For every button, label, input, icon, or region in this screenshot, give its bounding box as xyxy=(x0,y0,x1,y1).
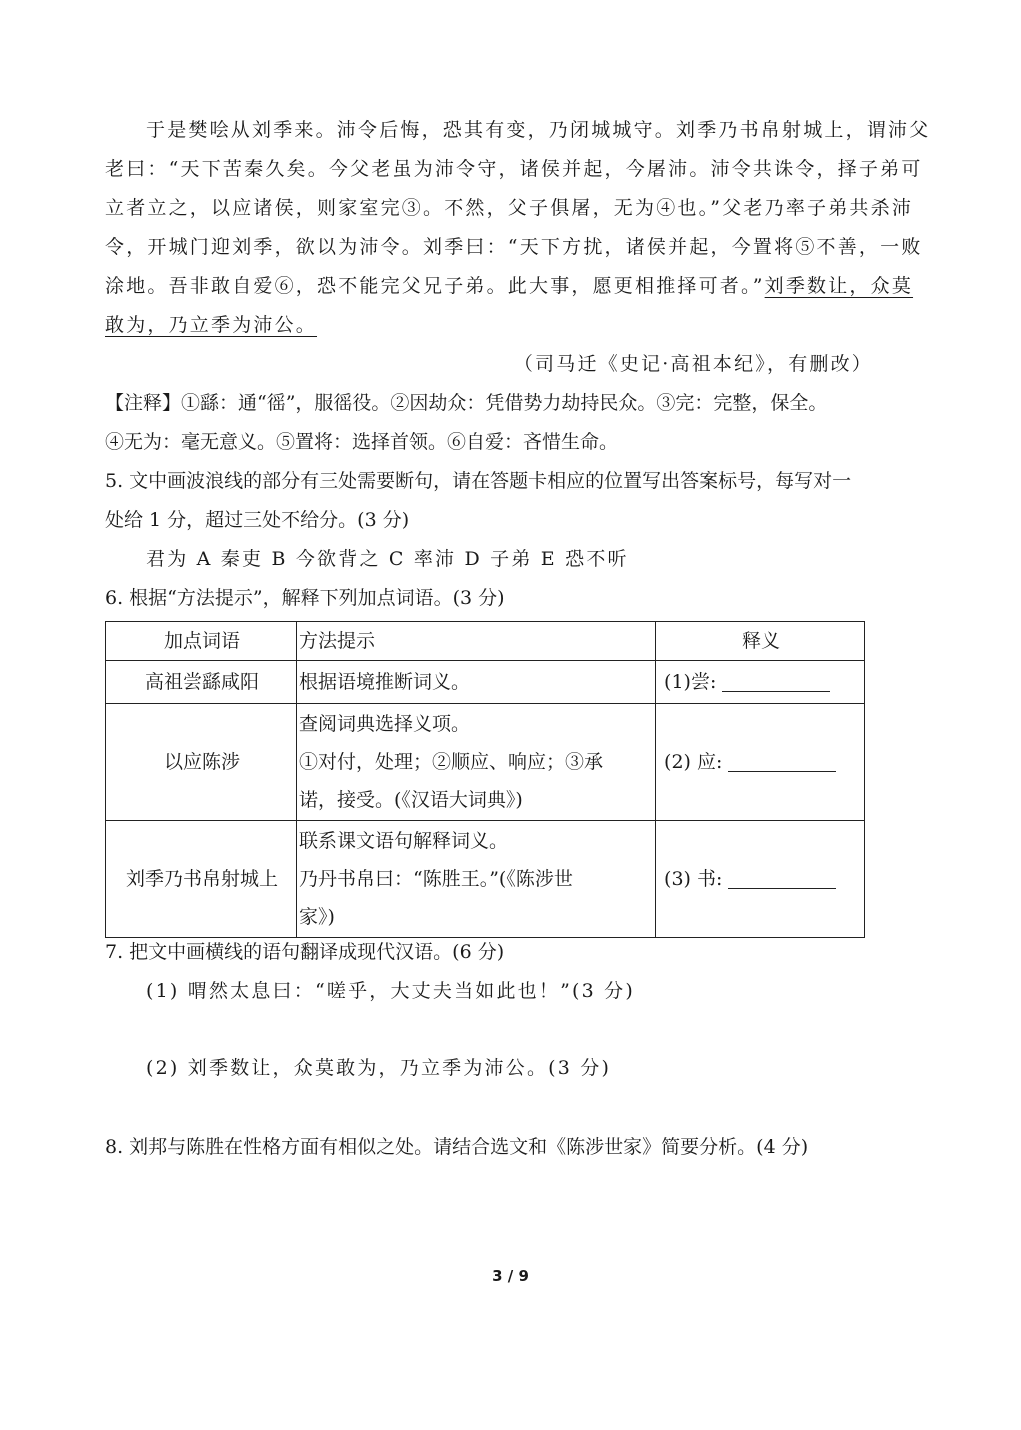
q6-table xyxy=(105,621,865,938)
passage-line-5-text: 涂地。吾非敢自爱⑥，恐不能完父兄子弟。此大事，愿更相推择可者。” xyxy=(105,275,765,297)
row3-hint xyxy=(297,821,656,938)
q5-line-2: 处给 1 分，超过三处不给分。(3 分) xyxy=(105,509,410,531)
table-row xyxy=(106,704,865,821)
row3-word: 刘季乃书帛射城上 xyxy=(106,821,297,938)
page-number: 3 / 9 xyxy=(492,1267,529,1285)
row3-answer-label: (3) 书: xyxy=(664,868,723,890)
underlined-sentence-part-2: 敢为，乃立季为沛公。 xyxy=(105,314,318,336)
answer-blank[interactable] xyxy=(722,671,830,692)
passage-line-5 xyxy=(105,274,913,298)
row3-hint-1: 联系课文语句解释词义。 xyxy=(299,830,509,852)
q7-item-2: (2) 刘季数让，众莫敢为，乃立季为沛公。(3 分) xyxy=(146,1057,612,1079)
row3-answer xyxy=(656,821,865,938)
row2-hint-3: 诺，接受。(《汉语大词典》) xyxy=(299,789,523,811)
row1-answer xyxy=(656,661,865,704)
passage-line-3: 立者立之，以应诸侯，则家室完③。不然，父子俱屠，无为④也。”父老乃率子弟共杀沛 xyxy=(105,197,914,219)
row1-word: 高祖尝繇咸阳 xyxy=(106,661,297,704)
q6-title: 6. 根据“方法提示”，解释下列加点词语。(3 分) xyxy=(105,587,505,609)
q7-item-1: (1) 喟然太息曰：“嗟乎，大丈夫当如此也！”(3 分) xyxy=(146,980,635,1002)
header-word: 加点词语 xyxy=(106,622,297,661)
row2-hint-1: 查阅词典选择义项。 xyxy=(299,713,471,735)
table-header-row xyxy=(106,622,865,661)
passage-line-4: 令，开城门迎刘季，欲以为沛令。刘季曰：“天下方扰，诸侯并起，今置将⑤不善，一败 xyxy=(105,236,923,258)
row3-hint-3: 家》) xyxy=(299,906,335,928)
q5-line-1: 5. 文中画波浪线的部分有三处需要断句，请在答题卡相应的位置写出答案标号，每写对一 xyxy=(105,470,852,492)
underlined-sentence-part-1: 刘季数让，众莫 xyxy=(764,275,914,297)
q7-title: 7. 把文中画横线的语句翻译成现代汉语。(6 分) xyxy=(105,941,505,963)
passage-source: （司马迁《史记·高祖本纪》，有删改） xyxy=(513,353,873,375)
row2-hint xyxy=(297,704,656,821)
q5-sentence: 君为 A 秦吏 B 今欲背之 C 率沛 D 子弟 E 恐不听 xyxy=(146,548,629,570)
header-meaning: 释义 xyxy=(656,622,865,661)
notes-line-1: 【注释】①繇：通“徭”，服徭役。②因劫众：凭借势力劫持民众。③完：完整，保全。 xyxy=(105,392,828,414)
row2-answer xyxy=(656,704,865,821)
table-row xyxy=(106,821,865,938)
table-row xyxy=(106,661,865,704)
row3-hint-2: 乃丹书帛曰：“陈胜王。”(《陈涉世 xyxy=(299,868,573,890)
row2-word: 以应陈涉 xyxy=(106,704,297,821)
passage-line-1: 于是樊哙从刘季来。沛令后悔，恐其有变，乃闭城城守。刘季乃书帛射城上，谓沛父 xyxy=(146,119,931,141)
notes-line-2: ④无为：毫无意义。⑤置将：选择首领。⑥自爱：吝惜生命。 xyxy=(105,431,619,453)
row1-answer-label: (1)尝: xyxy=(664,671,717,693)
row1-hint: 根据语境推断词义。 xyxy=(297,661,656,704)
answer-blank[interactable] xyxy=(728,751,836,772)
answer-blank[interactable] xyxy=(728,868,836,889)
header-hint: 方法提示 xyxy=(297,622,656,661)
row2-hint-2: ①对付，处理；②顺应、响应；③承 xyxy=(299,751,604,773)
row2-answer-label: (2) 应: xyxy=(664,751,723,773)
q8-title: 8. 刘邦与陈胜在性格方面有相似之处。请结合选文和《陈涉世家》简要分析。(4 分) xyxy=(105,1136,809,1158)
passage-line-6 xyxy=(105,313,317,337)
passage-line-2: 老曰：“天下苦秦久矣。今父老虽为沛令守，诸侯并起，今屠沛。沛令共诛令，择子弟可 xyxy=(105,158,923,180)
